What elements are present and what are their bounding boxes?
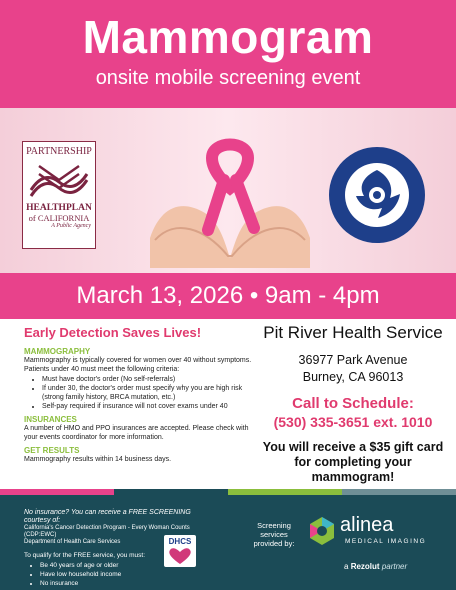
pit-river-health-logo	[328, 146, 426, 244]
page-subtitle: onsite mobile screening event	[95, 67, 361, 89]
mammography-heading: MAMMOGRAPHY	[24, 347, 91, 356]
partnership-healthplan-logo	[22, 141, 96, 249]
event-date-bar	[0, 273, 456, 319]
phone-number[interactable]: (530) 335-3651 ext. 1010	[273, 414, 433, 430]
dhcs-logo	[164, 535, 196, 567]
department-text: Department of Health Care Services	[24, 539, 121, 545]
partnership-logo-line1: PARTNERSHIP	[26, 146, 92, 157]
partner-prefix: a	[344, 562, 349, 571]
mammography-text: Mammography is typically covered for women over 40 without symptoms.	[24, 357, 252, 364]
call-to-schedule-label: Call to Schedule:	[292, 395, 414, 412]
program-text: California's Cancer Detection Program - Every Woman Counts (CDP:EWC)	[24, 525, 190, 538]
criteria-item: • If under 30, the doctor's order must specify why you are high risk (strong family history, BRCA mutation, etc.)	[42, 384, 252, 402]
partnership-logo-line4: A Public Agency	[51, 223, 91, 229]
hero-photo	[0, 108, 456, 273]
contact-column	[258, 319, 448, 485]
organization-name: Pit River Health Service	[263, 323, 443, 342]
partnership-waves-icon	[29, 160, 89, 200]
results-heading: GET RESULTS	[24, 446, 80, 455]
criteria-item: • Must have doctor's order (No self-referrals)	[42, 375, 252, 384]
results-text: Mammography results within 14 business days.	[24, 456, 172, 463]
insurances-heading: INSURANCES	[24, 415, 77, 424]
no-insurance-text: No insurance? You can receive a FREE SCREENING courtesy of:	[24, 509, 191, 524]
qualify-item: • Be 40 years of age or older	[40, 561, 214, 570]
criteria-list	[24, 375, 252, 411]
hands-ribbon-image	[150, 118, 310, 268]
info-column	[24, 325, 252, 464]
footer	[0, 495, 456, 590]
criteria-item: • Self-pay required if insurance will not cover exams under 40	[42, 402, 252, 411]
dhcs-label: DHCS	[168, 537, 192, 546]
criteria-intro: Patients under 40 must meet the following criteria:	[24, 366, 180, 373]
alinea-brand-subtitle: MEDICAL IMAGING	[345, 538, 427, 545]
partnership-logo-line3: of CALIFORNIA	[28, 213, 90, 223]
heart-icon	[164, 535, 196, 567]
address-line1: 36977 Park Avenue	[298, 353, 408, 367]
event-datetime: March 13, 2026 • 9am - 4pm	[76, 282, 380, 309]
address	[258, 352, 448, 386]
gift-card-text: You will receive a $35 gift card for completing your mammogram!	[262, 440, 444, 484]
rezolut-partner	[344, 562, 407, 571]
alinea-brand-name: alinea	[340, 514, 394, 536]
insurances-text: A number of HMO and PPO insurances are accepted. Please check with your events coordinator for more information.	[24, 425, 249, 441]
page-title: Mammogram	[82, 11, 374, 63]
qualify-text: To qualify for the FREE service, you must:	[24, 552, 146, 559]
qualify-item: • No insurance	[40, 579, 214, 588]
partner-suffix: partner	[381, 562, 408, 571]
partnership-logo-line2: HEALTHPLAN	[26, 203, 92, 213]
address-line2: Burney, CA 96013	[302, 370, 404, 384]
early-detection-heading: Early Detection Saves Lives!	[24, 325, 202, 340]
header-banner	[0, 0, 456, 108]
qualify-item: • Have low household income	[40, 570, 214, 579]
alinea-logo-icon	[306, 515, 338, 547]
rezolut-name: Rezolut	[350, 562, 380, 571]
screening-provider-label: Screening services provided by:	[253, 521, 295, 548]
